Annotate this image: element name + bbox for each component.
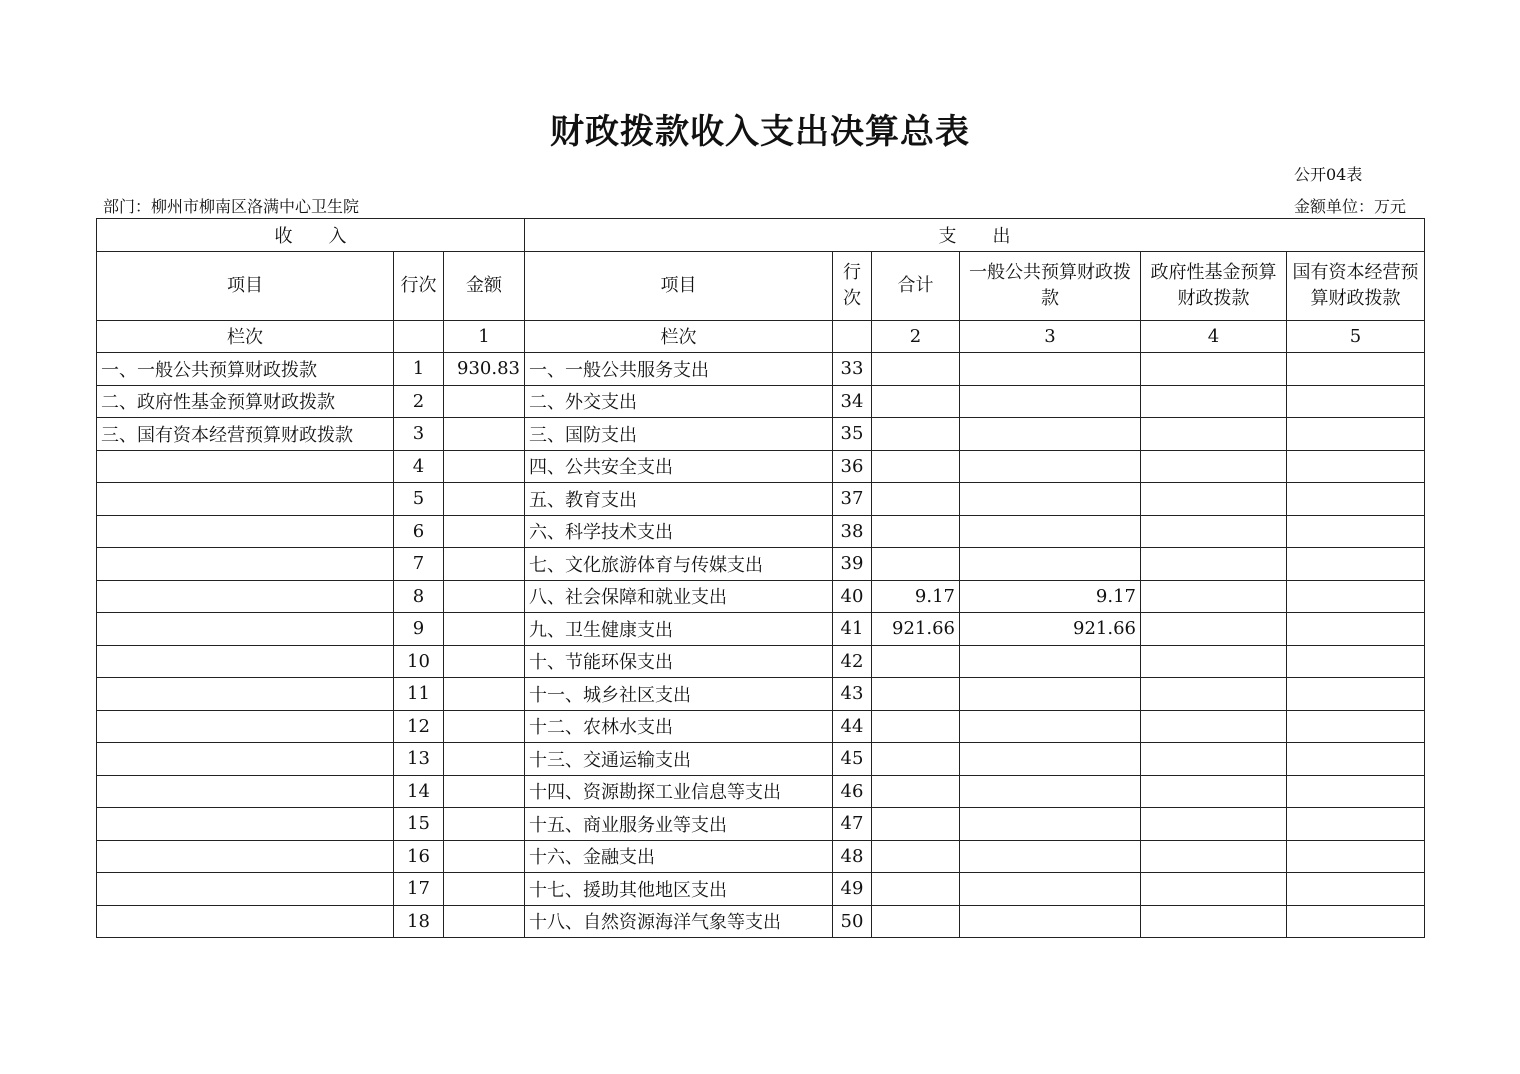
table-row (97, 548, 1425, 581)
index-total: 2 (872, 320, 960, 353)
expense-item-header: 项目 (525, 251, 833, 320)
total-cell (872, 808, 960, 841)
amount-unit-label: 金额单位：万元 (1294, 197, 1407, 216)
income-row-cell: 10 (394, 645, 444, 678)
total-cell (872, 678, 960, 711)
index-state-capital: 5 (1287, 320, 1425, 353)
gov-fund-cell (1141, 418, 1287, 451)
expense-item-cell: 二、外交支出 (525, 385, 833, 418)
state-capital-cell (1287, 775, 1425, 808)
table-row (97, 710, 1425, 743)
expense-row-cell: 41 (833, 613, 872, 646)
income-section-header: 收 入 (97, 219, 525, 252)
general-budget-cell (960, 385, 1141, 418)
expense-row-cell: 38 (833, 515, 872, 548)
total-cell (872, 873, 960, 906)
total-cell (872, 905, 960, 938)
income-amount-cell (444, 873, 525, 906)
gov-fund-cell (1141, 775, 1287, 808)
table-row (97, 613, 1425, 646)
general-budget-cell (960, 710, 1141, 743)
income-amount-cell (444, 418, 525, 451)
income-item-cell (97, 678, 394, 711)
general-budget-cell (960, 353, 1141, 386)
gov-fund-cell (1141, 645, 1287, 678)
table-row (97, 905, 1425, 938)
expense-item-cell: 十三、交通运输支出 (525, 743, 833, 776)
income-row-cell: 4 (394, 450, 444, 483)
expense-item-cell: 十八、自然资源海洋气象等支出 (525, 905, 833, 938)
income-amount-cell (444, 710, 525, 743)
expense-item-cell: 十二、农林水支出 (525, 710, 833, 743)
expense-row-cell: 45 (833, 743, 872, 776)
income-amount-header: 金额 (444, 251, 525, 320)
total-cell (872, 548, 960, 581)
general-budget-cell (960, 743, 1141, 776)
income-row-cell: 16 (394, 840, 444, 873)
general-budget-cell (960, 775, 1141, 808)
income-item-cell (97, 450, 394, 483)
gov-fund-header: 政府性基金预算财政拨款 (1141, 251, 1287, 320)
expense-row-cell: 36 (833, 450, 872, 483)
expense-row-cell: 39 (833, 548, 872, 581)
table-row (97, 483, 1425, 516)
income-item-cell (97, 613, 394, 646)
income-item-cell: 二、政府性基金预算财政拨款 (97, 385, 394, 418)
income-amount-cell (444, 580, 525, 613)
income-item-cell (97, 905, 394, 938)
expense-row-cell: 33 (833, 353, 872, 386)
income-amount-cell (444, 775, 525, 808)
general-budget-header: 一般公共预算财政拨款 (960, 251, 1141, 320)
state-capital-cell (1287, 840, 1425, 873)
income-item-cell (97, 808, 394, 841)
state-capital-cell (1287, 678, 1425, 711)
general-budget-cell (960, 515, 1141, 548)
income-row-cell: 8 (394, 580, 444, 613)
form-number: 公开04表 (1294, 165, 1363, 184)
income-item-cell (97, 645, 394, 678)
index-gov-fund: 4 (1141, 320, 1287, 353)
expense-row-cell: 43 (833, 678, 872, 711)
table-row (97, 353, 1425, 386)
total-cell (872, 385, 960, 418)
gov-fund-cell (1141, 905, 1287, 938)
total-header: 合计 (872, 251, 960, 320)
income-item-cell (97, 873, 394, 906)
state-capital-cell (1287, 645, 1425, 678)
gov-fund-cell (1141, 450, 1287, 483)
budget-summary-table (96, 218, 1425, 938)
income-amount-cell (444, 743, 525, 776)
income-amount-cell (444, 483, 525, 516)
state-capital-cell (1287, 515, 1425, 548)
column-index-row (97, 320, 1425, 353)
total-cell (872, 353, 960, 386)
index-income-amount: 1 (444, 320, 525, 353)
index-income-row (394, 320, 444, 353)
gov-fund-cell (1141, 515, 1287, 548)
general-budget-cell (960, 905, 1141, 938)
state-capital-cell (1287, 385, 1425, 418)
table-row (97, 385, 1425, 418)
total-cell (872, 450, 960, 483)
expense-row-header: 行次 (833, 251, 872, 320)
table-row (97, 743, 1425, 776)
column-header-row (97, 251, 1425, 320)
table-row (97, 678, 1425, 711)
income-amount-cell (444, 645, 525, 678)
income-item-cell: 三、国有资本经营预算财政拨款 (97, 418, 394, 451)
income-row-cell: 18 (394, 905, 444, 938)
department-label: 部门：柳州市柳南区洛满中心卫生院 (103, 197, 360, 216)
general-budget-cell (960, 808, 1141, 841)
state-capital-cell (1287, 418, 1425, 451)
income-amount-cell (444, 515, 525, 548)
income-item-cell (97, 515, 394, 548)
total-cell (872, 775, 960, 808)
state-capital-cell (1287, 873, 1425, 906)
table-row (97, 808, 1425, 841)
expense-item-cell: 十一、城乡社区支出 (525, 678, 833, 711)
expense-row-cell: 49 (833, 873, 872, 906)
state-capital-cell (1287, 710, 1425, 743)
gov-fund-cell (1141, 873, 1287, 906)
general-budget-cell (960, 450, 1141, 483)
state-capital-cell (1287, 580, 1425, 613)
expense-row-cell: 50 (833, 905, 872, 938)
total-cell: 9.17 (872, 580, 960, 613)
total-cell (872, 483, 960, 516)
expense-item-cell: 一、一般公共服务支出 (525, 353, 833, 386)
general-budget-cell (960, 645, 1141, 678)
state-capital-cell (1287, 353, 1425, 386)
income-item-cell (97, 775, 394, 808)
gov-fund-cell (1141, 710, 1287, 743)
expense-row-cell: 46 (833, 775, 872, 808)
general-budget-cell: 921.66 (960, 613, 1141, 646)
expense-row-cell: 40 (833, 580, 872, 613)
income-amount-cell (444, 613, 525, 646)
expense-row-cell: 42 (833, 645, 872, 678)
income-item-cell (97, 548, 394, 581)
total-cell (872, 645, 960, 678)
income-row-cell: 11 (394, 678, 444, 711)
income-amount-cell (444, 450, 525, 483)
income-item-cell (97, 580, 394, 613)
expense-item-cell: 四、公共安全支出 (525, 450, 833, 483)
income-row-cell: 12 (394, 710, 444, 743)
gov-fund-cell (1141, 548, 1287, 581)
gov-fund-cell (1141, 678, 1287, 711)
general-budget-cell (960, 483, 1141, 516)
expense-row-cell: 44 (833, 710, 872, 743)
state-capital-header: 国有资本经营预算财政拨款 (1287, 251, 1425, 320)
income-row-cell: 14 (394, 775, 444, 808)
income-row-cell: 15 (394, 808, 444, 841)
page-title: 财政拨款收入支出决算总表 (550, 112, 970, 152)
table-row (97, 645, 1425, 678)
table-row (97, 418, 1425, 451)
index-expense-item: 栏次 (525, 320, 833, 353)
income-row-cell: 6 (394, 515, 444, 548)
gov-fund-cell (1141, 385, 1287, 418)
general-budget-cell (960, 678, 1141, 711)
gov-fund-cell (1141, 840, 1287, 873)
general-budget-cell: 9.17 (960, 580, 1141, 613)
income-row-cell: 5 (394, 483, 444, 516)
income-row-cell: 7 (394, 548, 444, 581)
income-item-cell: 一、一般公共预算财政拨款 (97, 353, 394, 386)
expense-row-cell: 35 (833, 418, 872, 451)
income-amount-cell: 930.83 (444, 353, 525, 386)
expense-row-cell: 48 (833, 840, 872, 873)
expense-item-cell: 十七、援助其他地区支出 (525, 873, 833, 906)
expense-item-cell: 六、科学技术支出 (525, 515, 833, 548)
expense-item-cell: 十六、金融支出 (525, 840, 833, 873)
expense-item-cell: 八、社会保障和就业支出 (525, 580, 833, 613)
gov-fund-cell (1141, 808, 1287, 841)
income-item-cell (97, 840, 394, 873)
general-budget-cell (960, 418, 1141, 451)
state-capital-cell (1287, 483, 1425, 516)
income-row-cell: 17 (394, 873, 444, 906)
income-row-cell: 1 (394, 353, 444, 386)
expense-item-cell: 十、节能环保支出 (525, 645, 833, 678)
table-row (97, 515, 1425, 548)
expense-item-cell: 五、教育支出 (525, 483, 833, 516)
section-header-row (97, 219, 1425, 252)
income-row-cell: 13 (394, 743, 444, 776)
expense-item-cell: 七、文化旅游体育与传媒支出 (525, 548, 833, 581)
income-item-cell (97, 483, 394, 516)
income-amount-cell (444, 678, 525, 711)
income-amount-cell (444, 808, 525, 841)
income-item-header: 项目 (97, 251, 394, 320)
expense-section-header: 支 出 (525, 219, 1425, 252)
gov-fund-cell (1141, 483, 1287, 516)
gov-fund-cell (1141, 353, 1287, 386)
table-row (97, 840, 1425, 873)
total-cell (872, 710, 960, 743)
general-budget-cell (960, 548, 1141, 581)
expense-row-cell: 37 (833, 483, 872, 516)
index-general-budget: 3 (960, 320, 1141, 353)
state-capital-cell (1287, 613, 1425, 646)
income-item-cell (97, 743, 394, 776)
expense-item-cell: 十五、商业服务业等支出 (525, 808, 833, 841)
state-capital-cell (1287, 808, 1425, 841)
general-budget-cell (960, 840, 1141, 873)
expense-row-cell: 47 (833, 808, 872, 841)
general-budget-cell (960, 873, 1141, 906)
total-cell (872, 418, 960, 451)
total-cell (872, 743, 960, 776)
expense-row-cell: 34 (833, 385, 872, 418)
state-capital-cell (1287, 743, 1425, 776)
total-cell: 921.66 (872, 613, 960, 646)
total-cell (872, 515, 960, 548)
total-cell (872, 840, 960, 873)
state-capital-cell (1287, 548, 1425, 581)
gov-fund-cell (1141, 743, 1287, 776)
index-expense-row (833, 320, 872, 353)
income-row-header: 行次 (394, 251, 444, 320)
gov-fund-cell (1141, 580, 1287, 613)
income-row-cell: 2 (394, 385, 444, 418)
income-amount-cell (444, 905, 525, 938)
state-capital-cell (1287, 450, 1425, 483)
state-capital-cell (1287, 905, 1425, 938)
expense-item-cell: 九、卫生健康支出 (525, 613, 833, 646)
income-row-cell: 9 (394, 613, 444, 646)
expense-item-cell: 三、国防支出 (525, 418, 833, 451)
table-row (97, 580, 1425, 613)
income-amount-cell (444, 548, 525, 581)
expense-item-cell: 十四、资源勘探工业信息等支出 (525, 775, 833, 808)
income-item-cell (97, 710, 394, 743)
income-amount-cell (444, 840, 525, 873)
table-row (97, 450, 1425, 483)
index-income-item: 栏次 (97, 320, 394, 353)
gov-fund-cell (1141, 613, 1287, 646)
income-row-cell: 3 (394, 418, 444, 451)
table-row (97, 873, 1425, 906)
income-amount-cell (444, 385, 525, 418)
table-row (97, 775, 1425, 808)
